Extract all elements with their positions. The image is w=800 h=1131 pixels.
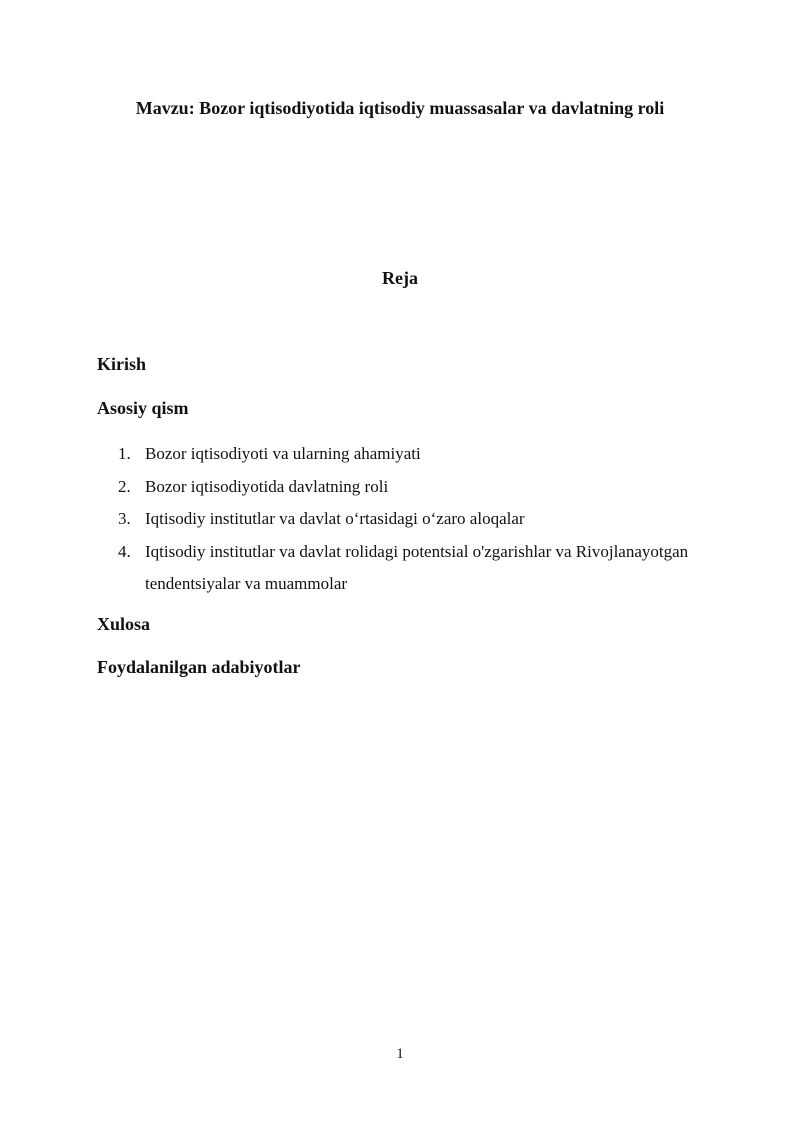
toc-item-text: Iqtisodiy institutlar va davlat o‘rtasidagi o‘zaro aloqalar xyxy=(145,509,525,528)
page-number: 1 xyxy=(396,1046,404,1062)
toc-item xyxy=(118,536,738,601)
document-title: Mavzu: Bozor iqtisodiyotida iqtisodiy muassasalar va davlatning roli xyxy=(135,98,665,118)
toc-item-number: 3. xyxy=(118,509,131,528)
toc-item xyxy=(118,438,738,471)
toc-item-number: 2. xyxy=(118,476,131,496)
toc-item xyxy=(118,503,738,536)
toc-item-text: Bozor iqtisodiyoti va ularning ahamiyati xyxy=(145,444,421,463)
section-conclusion: Xulosa xyxy=(97,614,151,634)
toc-item-text: Iqtisodiy institutlar va davlat rolidagi potentsial o'zgarishlar va Rivojlanayotgan tendentsiyalar va muammolar xyxy=(145,541,689,593)
section-main-part: Asosiy qism xyxy=(97,398,189,418)
toc-item xyxy=(118,471,738,504)
section-introduction: Kirish xyxy=(97,354,147,374)
plan-heading: Reja xyxy=(382,268,418,288)
section-references: Foydalanilgan adabiyotlar xyxy=(97,657,301,677)
toc-item-text: Bozor iqtisodiyotida davlatning roli xyxy=(145,476,389,496)
table-of-contents xyxy=(118,438,738,601)
toc-item-number: 1. xyxy=(118,444,131,463)
toc-item-number: 4. xyxy=(118,541,131,561)
